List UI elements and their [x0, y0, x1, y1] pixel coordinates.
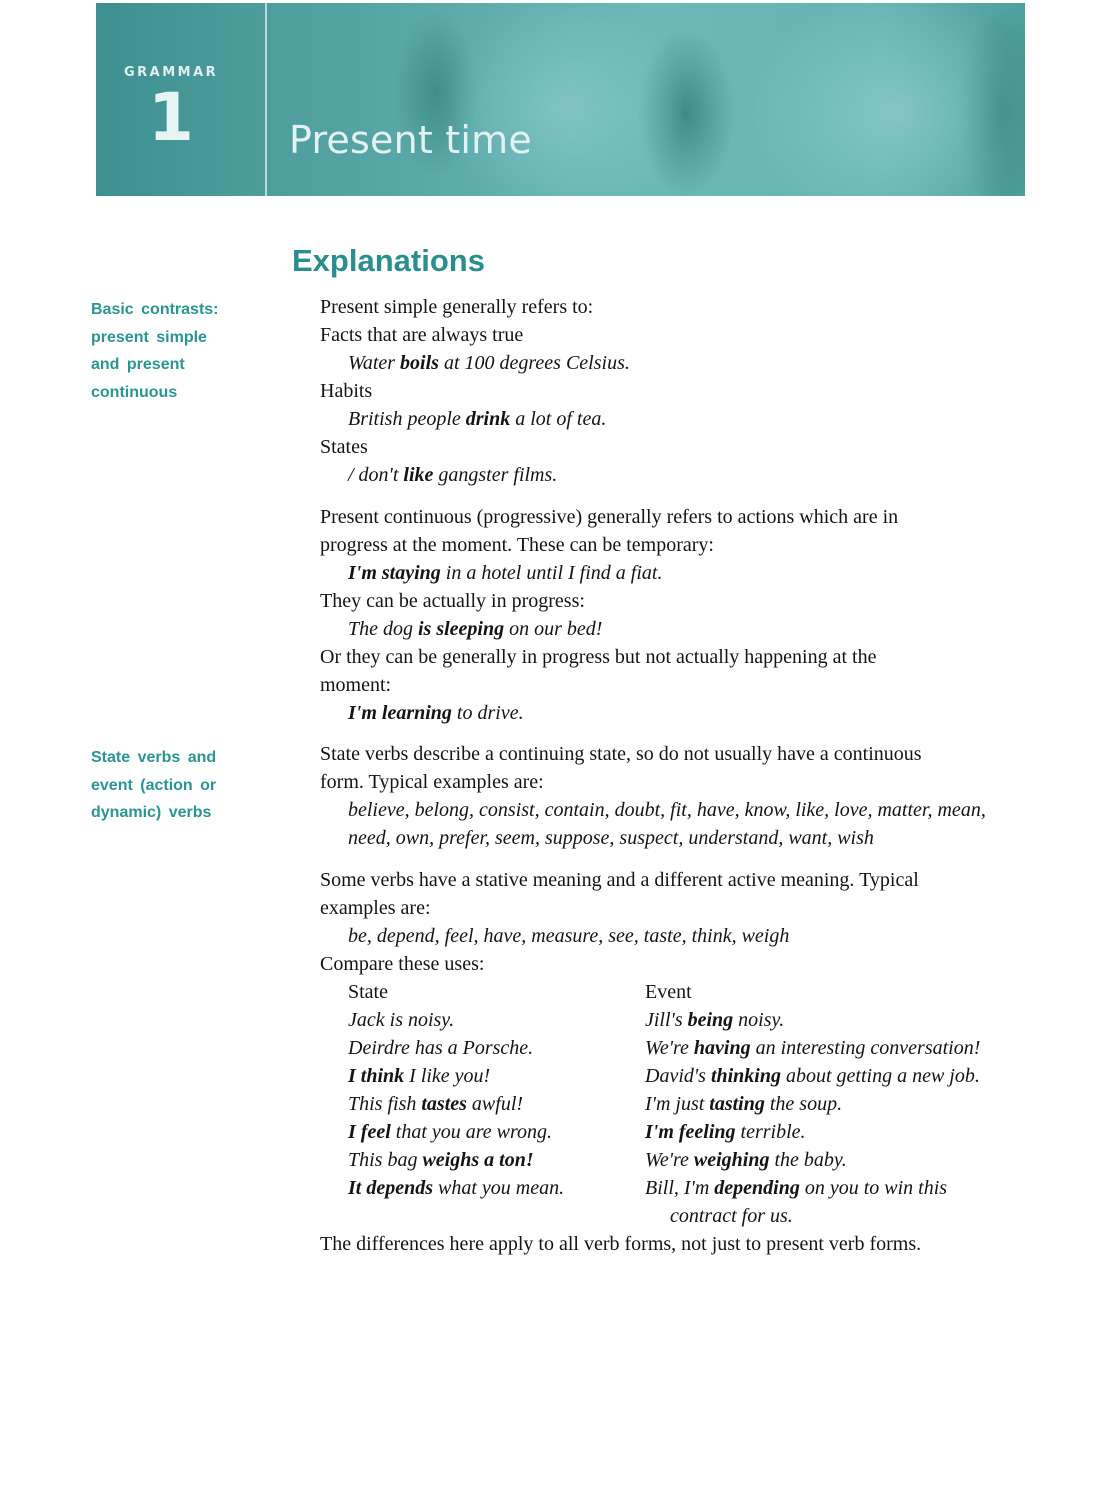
- paragraph-line: form. Typical examples are:: [320, 771, 544, 793]
- comparison-row: [348, 1034, 1038, 1062]
- paragraph-line: moment:: [320, 674, 392, 696]
- side-note-state-verbs: [91, 744, 251, 827]
- state-example: I think I like you!: [348, 1065, 491, 1087]
- paragraph-line: State verbs describe a continuing state, so do not usually have a continuous: [320, 743, 922, 765]
- verb-list: be, depend, feel, have, measure, see, taste, think, weigh: [348, 925, 790, 947]
- state-example: Jack is noisy.: [348, 1009, 455, 1031]
- side-note-line: continuous: [91, 383, 178, 401]
- comparison-table: [348, 978, 1038, 1230]
- closing-sentence: The differences here apply to all verb forms, not just to present verb forms.: [320, 1233, 922, 1255]
- comparison-row: [348, 1174, 1038, 1202]
- comparison-row: [348, 1062, 1038, 1090]
- side-note-line: and present: [91, 356, 185, 373]
- state-verbs-section: [320, 740, 1040, 852]
- section-heading: Explanations: [292, 243, 485, 278]
- state-example: It depends what you mean.: [348, 1177, 565, 1199]
- usage-label: They can be actually in progress:: [320, 590, 585, 612]
- side-note-line: dynamic) verbs: [91, 804, 212, 821]
- usage-label: Habits: [320, 380, 373, 402]
- example-sentence: British people drink a lot of tea.: [348, 408, 607, 430]
- side-note-basic-contrasts: [91, 296, 251, 406]
- side-note-line: State verbs and: [91, 749, 217, 766]
- side-note-line: event (action or: [91, 776, 217, 794]
- verb-list: believe, belong, consist, contain, doubt, fit, have, know, like, love, matter, mean,: [348, 799, 986, 821]
- paragraph-line: progress at the moment. These can be temporary:: [320, 534, 714, 556]
- paragraph-line: Present simple generally refers to:: [320, 296, 594, 318]
- example-sentence: I'm learning to drive.: [348, 702, 524, 724]
- stative-active-section: [320, 866, 1040, 1258]
- event-example: We're having an interesting conversation!: [645, 1037, 981, 1059]
- present-simple-section: [320, 293, 1040, 489]
- present-continuous-section: [320, 503, 1040, 727]
- chapter-number: 1: [148, 79, 194, 156]
- side-note-line: Basic contrasts:: [91, 301, 219, 318]
- paragraph-line: examples are:: [320, 897, 431, 919]
- event-continuation: contract for us.: [670, 1205, 793, 1227]
- event-example: We're weighing the baby.: [645, 1149, 847, 1171]
- compare-label: Compare these uses:: [320, 953, 485, 975]
- example-sentence: I'm staying in a hotel until I find a fiat.: [348, 562, 663, 584]
- usage-label: States: [320, 436, 368, 458]
- state-example: Deirdre has a Porsche.: [348, 1037, 534, 1059]
- column-header-state: State: [348, 981, 388, 1003]
- state-example: This bag weighs a ton!: [348, 1149, 534, 1171]
- paragraph-line: Or they can be generally in progress but not actually happening at the: [320, 646, 877, 668]
- event-example: I'm feeling terrible.: [645, 1121, 806, 1143]
- state-example: I feel that you are wrong.: [348, 1121, 553, 1143]
- comparison-continuation-row: [348, 1202, 1038, 1230]
- event-example: David's thinking about getting a new job.: [645, 1065, 980, 1087]
- paragraph-line: Present continuous (progressive) generally refers to actions which are in: [320, 506, 899, 528]
- chapter-banner: [96, 3, 1025, 196]
- event-example: I'm just tasting the soup.: [645, 1093, 843, 1115]
- state-example: This fish tastes awful!: [348, 1093, 524, 1115]
- chapter-title: Present time: [289, 118, 532, 162]
- verb-list: need, own, prefer, seem, suppose, suspect, understand, want, wish: [348, 827, 874, 849]
- event-example: Bill, I'm depending on you to win this: [645, 1177, 948, 1199]
- comparison-row: [348, 1006, 1038, 1034]
- comparison-row: [348, 1146, 1038, 1174]
- comparison-row: [348, 1118, 1038, 1146]
- example-sentence: The dog is sleeping on our bed!: [348, 618, 603, 640]
- comparison-row: [348, 1090, 1038, 1118]
- side-note-line: present simple: [91, 328, 207, 346]
- paragraph-line: Some verbs have a stative meaning and a different active meaning. Typical: [320, 869, 919, 891]
- event-example: Jill's being noisy.: [645, 1009, 785, 1031]
- banner-divider: [265, 3, 267, 196]
- banner-label: GRAMMAR: [124, 65, 219, 80]
- example-sentence: / don't like gangster films.: [348, 464, 558, 486]
- usage-label: Facts that are always true: [320, 324, 524, 346]
- comparison-header-row: [348, 978, 1038, 1006]
- example-sentence: Water boils at 100 degrees Celsius.: [348, 352, 630, 374]
- column-header-event: Event: [645, 981, 692, 1003]
